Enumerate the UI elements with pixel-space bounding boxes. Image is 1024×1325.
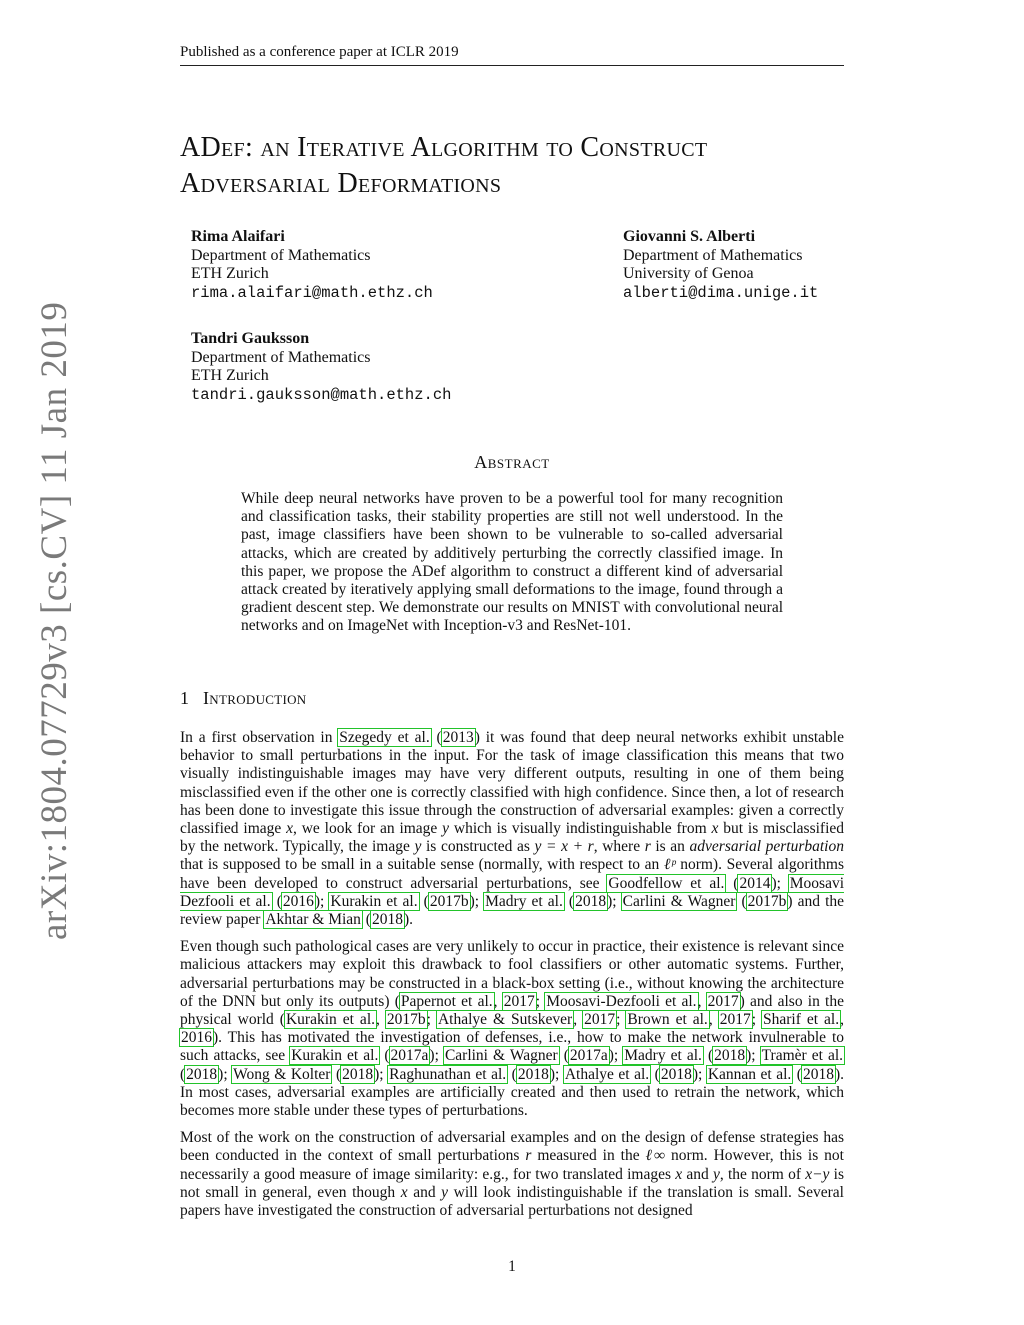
text-run: and bbox=[407, 1183, 442, 1201]
abstract-heading: Abstract bbox=[474, 452, 550, 472]
citation-year-link[interactable]: 2016 bbox=[181, 1029, 212, 1047]
math-symbol: y bbox=[712, 1165, 720, 1183]
citation-link[interactable]: Moosavi Dezfooli et al. bbox=[180, 874, 845, 910]
running-header: Published as a conference paper at ICLR 2019 bbox=[180, 44, 459, 60]
text-run: will look indistinguishable if the translation is small. Several papers have investigated the construction of adversarial perturbations not designed bbox=[180, 1183, 844, 1220]
text-run: and bbox=[682, 1165, 713, 1183]
citation-year-link[interactable]: 2018 bbox=[517, 1065, 549, 1083]
citation-link[interactable]: Madry et al. bbox=[624, 1047, 702, 1065]
citation-year-link[interactable]: 2018 bbox=[802, 1065, 834, 1083]
author-institution: University of Genoa bbox=[623, 265, 754, 282]
text-run: . In most cases, adversarial examples are artificially created and then used to retrain the network, which becomes more stable under these types of perturbations. bbox=[180, 1065, 844, 1120]
citation-link[interactable]: Moosavi-Dezfooli et al. bbox=[546, 992, 697, 1010]
math-symbol: x bbox=[711, 820, 719, 838]
citation-year-link[interactable]: 2017a bbox=[569, 1047, 608, 1065]
citation-year-link[interactable]: 2018 bbox=[714, 1047, 746, 1065]
citation-year-link[interactable]: 2018 bbox=[342, 1065, 374, 1083]
author-institution: ETH Zurich bbox=[191, 367, 269, 384]
text-run: . bbox=[409, 911, 414, 929]
citation-year-link[interactable]: 2014 bbox=[739, 874, 771, 892]
text-run: it was found that deep neural networks exhibit unstable behavior to small perturbations in the input. For the task of image classification this means that two visually indistinguishable images may have very different outputs, resulting in one of them being misclassified even if the other one is correctly classified with high confidence. Since then, a lot of research has been done to investigate this issue through the construction of adversarial examples: given a correctly classified image bbox=[180, 729, 844, 838]
citation-link[interactable]: Athalye & Sutskever bbox=[437, 1011, 573, 1029]
text-run: is an bbox=[650, 838, 690, 856]
math-symbol: x bbox=[400, 1183, 408, 1201]
math-symbol: r bbox=[525, 1147, 532, 1165]
author-block bbox=[191, 228, 433, 302]
math-equation: y = x + r bbox=[534, 838, 594, 856]
math-symbol: ℓ∞ bbox=[645, 1147, 666, 1165]
text-run: norm). Several algorithms have been developed to construct adversarial perturbations, see bbox=[180, 856, 845, 892]
section-title: Introduction bbox=[203, 688, 307, 708]
paper-title bbox=[180, 130, 860, 202]
text-run: that is supposed to be small in a suitable sense (normally, with respect to an bbox=[180, 856, 664, 874]
author-department: Department of Mathematics bbox=[191, 348, 371, 366]
citation-year-link[interactable]: 2017 bbox=[584, 1011, 616, 1029]
citation-link[interactable]: Kurakin et al. bbox=[330, 892, 418, 910]
citation-year-link[interactable]: 2017b bbox=[429, 892, 469, 910]
author-department: Department of Mathematics bbox=[623, 246, 803, 264]
citation-year-link[interactable]: 2018 bbox=[186, 1065, 218, 1083]
page-number: 1 bbox=[508, 1258, 516, 1275]
citation-year-link[interactable]: 2018 bbox=[575, 892, 607, 910]
citation-link[interactable]: Kannan et al. bbox=[707, 1065, 792, 1083]
citation-link[interactable]: Carlini & Wagner bbox=[622, 892, 736, 910]
author-name: Tandri Gauksson bbox=[191, 330, 310, 347]
body-text bbox=[180, 729, 844, 1229]
citation-year-link[interactable]: 2018 bbox=[660, 1065, 692, 1083]
text-run: In a first observation in bbox=[180, 729, 339, 746]
citation-year-link[interactable]: 2017b bbox=[747, 892, 787, 910]
citation-link[interactable]: Sharif et al. bbox=[763, 1011, 840, 1029]
math-symbol: r bbox=[644, 838, 651, 856]
citation-link[interactable]: Carlini & Wagner bbox=[444, 1047, 558, 1065]
citation-link[interactable]: Wong & Kolter bbox=[233, 1065, 331, 1083]
citation-year-link[interactable]: 2017a bbox=[390, 1047, 429, 1065]
text-run: ) and also in the physical world ( bbox=[180, 992, 844, 1029]
text-run: measured in the bbox=[531, 1147, 646, 1165]
author-name: Rima Alaifari bbox=[191, 228, 285, 245]
citation-year-link[interactable]: 2013 bbox=[442, 729, 474, 746]
citation-link[interactable]: Madry et al. bbox=[485, 892, 563, 910]
author-email[interactable]: tandri.gauksson@math.ethz.ch bbox=[191, 385, 452, 404]
author-email[interactable]: rima.alaifari@math.ethz.ch bbox=[191, 283, 433, 302]
author-name: Giovanni S. Alberti bbox=[623, 228, 756, 245]
text-run: Even though such pathological cases are very unlikely to occur in practice, their existence is relevant since malicious attackers may exploit this drawback to fool classifiers or other automatic systems. Further, adversarial perturbations may be constructed in a black-box setting (i.e., without knowing the architecture of the DNN but only its outputs) ( bbox=[180, 938, 844, 1010]
math-symbol: ℓᵖ bbox=[663, 856, 676, 874]
author-institution: ETH Zurich bbox=[191, 265, 269, 282]
text-run: which is visually indistinguishable from bbox=[449, 820, 712, 838]
citation-year-link[interactable]: 2018 bbox=[371, 911, 403, 929]
math-symbol: y bbox=[414, 838, 422, 856]
citation-link[interactable]: Athalye et al. bbox=[564, 1065, 650, 1083]
citation-year-link[interactable]: 2017 bbox=[503, 992, 535, 1010]
citation-link[interactable]: Papernot et al. bbox=[400, 992, 493, 1010]
emphasis: adversarial perturbation bbox=[689, 838, 844, 856]
text-run: norm. However, this is not necessarily a good measure of image similarity: e.g., for two translated images bbox=[180, 1147, 844, 1183]
text-run: , the norm of bbox=[719, 1165, 806, 1183]
header-rule bbox=[180, 65, 844, 66]
citation-link[interactable]: Raghunathan et al. bbox=[389, 1065, 507, 1083]
citation-link[interactable]: Brown et al. bbox=[627, 1011, 708, 1029]
citation-link[interactable]: Kurakin et al. bbox=[285, 1011, 375, 1029]
text-run: , where bbox=[593, 838, 645, 856]
citation-link[interactable]: Szegedy et al. bbox=[339, 729, 430, 746]
citation-year-link[interactable]: 2017 bbox=[707, 992, 739, 1010]
citation-link[interactable]: Kurakin et al. bbox=[291, 1047, 379, 1065]
author-block bbox=[191, 330, 451, 404]
text-run: but is misclassified by the network. Typically, the image bbox=[180, 820, 845, 856]
citation-link[interactable]: Goodfellow et al. bbox=[608, 874, 725, 892]
text-run: , we look for an image bbox=[293, 820, 443, 838]
author-department: Department of Mathematics bbox=[191, 246, 371, 264]
text-run: is not small in general, even though bbox=[180, 1165, 844, 1201]
citation-year-link[interactable]: 2017 bbox=[719, 1011, 751, 1029]
text-run: and the review paper bbox=[180, 892, 845, 929]
math-symbol: y bbox=[441, 1183, 449, 1201]
math-symbol: x bbox=[675, 1165, 683, 1183]
section-number: 1 bbox=[180, 688, 189, 708]
paragraph: Even though such pathological cases are very unlikely to occur in practice, their existence is relevant since malicious attackers may exploit this drawback to fool classifiers or other automatic systems. Further, adversarial perturbations may be constructed in a black-box setting (i.e., without knowing the architecture of the DNN but only its outputs) (Papernot et al., 2017; Moosavi-Dezfooli et al., 2017) and also in the physical world (Kurakin et al., 2017b; Athalye & Sutskever, 2017; Brown et al., 2017; Sharif et al., 2016). This has motivated the investigation of defenses, i.e., how to make the network invulnerable to such attacks, see Kurakin et al. (2017a); Carlini & Wagner (2017a); Madry et al. (2018); Tramèr et al. (2018); Wong & Kolter (2018); Raghunathan et al. (2018); Athalye et al. (2018); Kannan et al. (2018). In most cases, adversarial examples are artificially created and then used to retrain the network, which becomes more stable under these types of perturbations. bbox=[180, 938, 844, 1120]
author-email[interactable]: alberti@dima.unige.it bbox=[623, 283, 819, 302]
paragraph: In a first observation in Szegedy et al. (2013) it was found that deep neural networks exhibit unstable behavior to small perturbations in the input. For the task of image classification this means that two visually indistinguishable images may have very different outputs, resulting in one of them being misclassified even if the other one is correctly classified with high confidence. Since then, a lot of research has been done to investigate this issue through the construction of adversarial examples: given a correctly classified image x, we look for an image y which is visually indistinguishable from x but is misclassified by the network. Typically, the image y is constructed as y = x + r, where r is an adversarial perturbation that is supposed to be small in a suitable sense (normally, with respect to an ℓᵖ norm). Several algorithms have been developed to construct adversarial perturbations, see Goodfellow et al. (2014); Moosavi Dezfooli et al. (2016); Kurakin et al. (2017b); Madry et al. (2018); Carlini & Wagner (2017b) and the review paper Akhtar & Mian (2018). bbox=[180, 729, 845, 929]
text-run: Most of the work on the construction of adversarial examples and on the design of defense strategies has been conducted in the context of small perturbations bbox=[180, 1129, 844, 1165]
paragraph bbox=[180, 1129, 844, 1220]
section-heading bbox=[180, 688, 306, 709]
author-block bbox=[623, 228, 818, 302]
citation-year-link[interactable]: 2016 bbox=[282, 892, 314, 910]
title-line-2: Adversarial Deformations bbox=[180, 168, 502, 199]
citation-link[interactable]: Tramèr et al. bbox=[761, 1047, 844, 1065]
title-line-1: ADef: an Iterative Algorithm to Construct bbox=[180, 132, 708, 163]
math-symbol: x bbox=[286, 820, 293, 838]
arxiv-identifier-watermark: arXiv:1804.07729v3 [cs.CV] 11 Jan 2019 bbox=[34, 301, 75, 940]
math-equation: x−y bbox=[805, 1165, 830, 1183]
citation-year-link[interactable]: 2017b bbox=[386, 1011, 426, 1029]
math-symbol: y bbox=[442, 820, 450, 838]
abstract-text: While deep neural networks have proven to be a powerful tool for many recognition and classification tasks, their stability properties are still not well understood. In the past, image classifiers have been shown to be vulnerable to so-called adversarial attacks, which are created by additively perturbing the correctly classified image. In this paper, we propose the ADef algorithm to construct a different kind of adversarial attack created by iteratively applying small deformations to the image, found through a gradient descent step. We demonstrate our results on MNIST with convolutional neural networks and on ImageNet with Inception-v3 and ResNet-101. bbox=[241, 490, 783, 635]
text-run: is constructed as bbox=[421, 838, 535, 856]
citation-link[interactable]: Akhtar & Mian bbox=[265, 911, 361, 929]
text-run: ). This has motivated the investigation of defenses, i.e., how to make the network invulnerable to such attacks, see bbox=[180, 1029, 844, 1065]
